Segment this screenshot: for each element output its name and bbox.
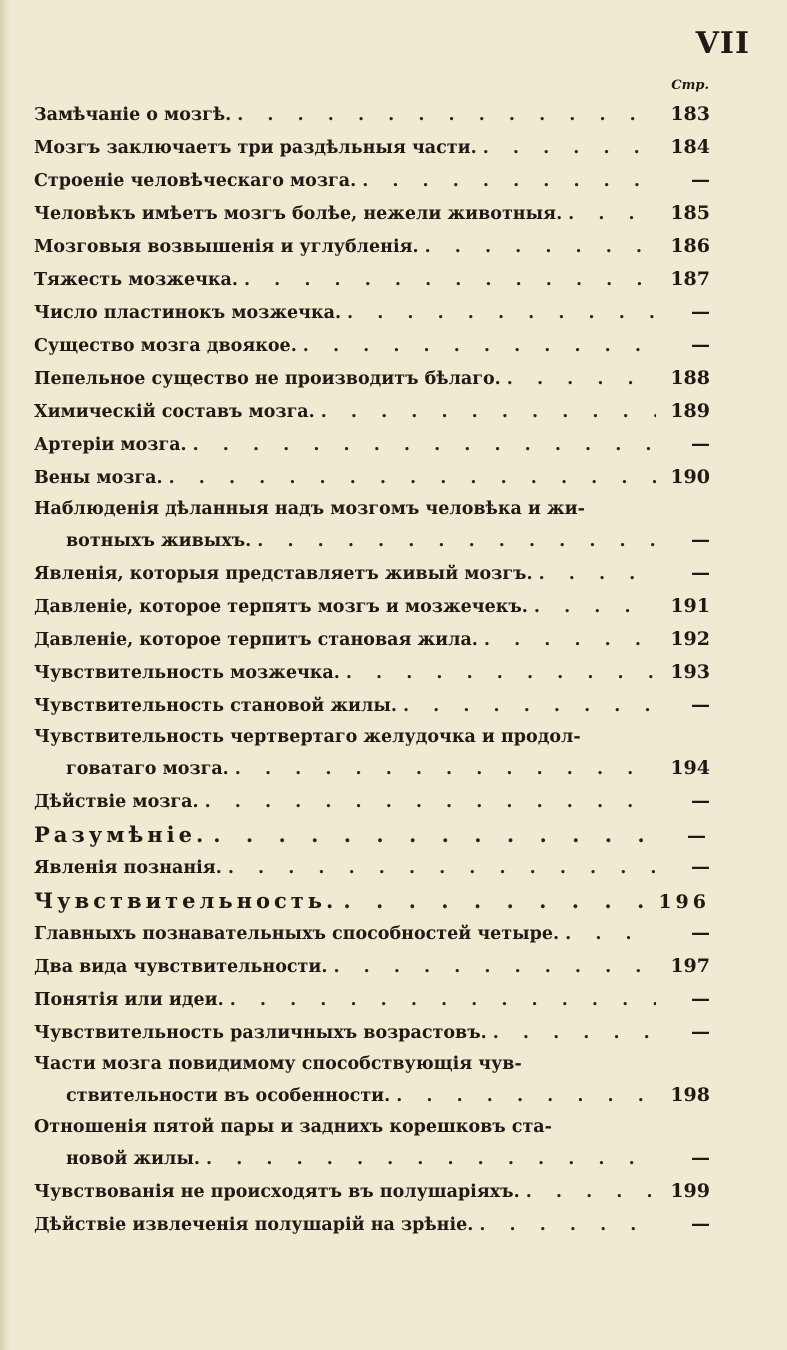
- toc-entry: [34, 1016, 710, 1049]
- toc-entry-page: —: [691, 562, 710, 584]
- toc-entry-page: —: [691, 694, 710, 716]
- toc-entry: [34, 98, 710, 131]
- toc-entry-title: Мозгъ заключаетъ три раздѣльныя части.: [34, 138, 477, 158]
- toc-entry: [34, 1175, 710, 1208]
- toc-entry: [34, 1208, 710, 1241]
- toc-entry: [34, 230, 710, 263]
- toc-entry-page: 189: [670, 400, 710, 422]
- toc-entry-title: Чувствительность становой жилы.: [34, 696, 397, 716]
- dot-leader: [333, 951, 656, 984]
- toc-entry-page: 191: [670, 595, 710, 617]
- toc-entry-page: 193: [670, 661, 710, 683]
- dot-leader: [347, 297, 656, 330]
- toc-entry-title: Чувствительность.: [34, 888, 338, 913]
- dot-leader: [565, 918, 656, 951]
- toc-entry-continuation: [34, 752, 710, 785]
- dot-leader: [321, 396, 656, 429]
- toc-entry: [34, 1112, 710, 1142]
- toc-entry: [34, 428, 710, 461]
- dot-leader: [343, 884, 652, 917]
- toc-section-heading: [34, 884, 710, 917]
- toc-entry: [34, 623, 710, 656]
- toc-entry: [34, 131, 710, 164]
- toc-entry-title: Строеніе человѣческаго мозга.: [34, 171, 357, 191]
- toc-entry-title: Число пластинокъ мозжечка.: [34, 303, 342, 323]
- toc-entry: [34, 950, 710, 983]
- dot-leader: [484, 624, 656, 657]
- page-number: VII: [695, 26, 750, 61]
- toc-entry-continuation: [34, 1142, 710, 1175]
- dot-leader: [205, 786, 656, 819]
- toc-entry: [34, 689, 710, 722]
- toc-entry: [34, 296, 710, 329]
- dot-leader: [425, 231, 656, 264]
- toc-entry-title: Тяжесть мозжечка.: [34, 270, 238, 290]
- toc-entry-page: 185: [670, 202, 710, 224]
- toc-entry-title: Существо мозга двоякое.: [34, 336, 297, 356]
- toc-entry-continuation: [34, 524, 710, 557]
- toc-entry: [34, 557, 710, 590]
- dot-leader: [237, 99, 656, 132]
- toc-entry-title: Человѣкъ имѣетъ мозгъ болѣе, нежели животныя.: [34, 204, 563, 224]
- toc-entry-page: 188: [670, 367, 710, 389]
- dot-leader: [396, 1080, 656, 1113]
- toc-entry-title: ствительности въ особенности.: [66, 1086, 391, 1106]
- toc-entry-page: —: [691, 301, 710, 323]
- dot-leader: [526, 1176, 656, 1209]
- toc-entry-title: Химическій составъ мозга.: [34, 402, 315, 422]
- dot-leader: [230, 984, 656, 1017]
- toc-entry: [34, 590, 710, 623]
- toc-entry-title: Дѣйствіе мозга.: [34, 792, 199, 812]
- dot-leader: [507, 363, 656, 396]
- toc-entry-page: 183: [670, 103, 710, 125]
- toc-entry: [34, 329, 710, 362]
- toc-entry-title: новой жилы.: [66, 1149, 201, 1169]
- toc-entry-page: —: [691, 334, 710, 356]
- table-of-contents: [34, 98, 710, 1241]
- toc-entry-title: Два вида чувствительности.: [34, 957, 328, 977]
- dot-leader: [193, 429, 656, 462]
- dot-leader: [169, 462, 656, 495]
- toc-entry-continuation: [34, 1079, 710, 1112]
- toc-entry-page: —: [691, 790, 710, 812]
- toc-entry-title: Давленіе, которое терпитъ становая жила.: [34, 630, 478, 650]
- dot-leader: [483, 132, 656, 165]
- toc-entry-page: 186: [670, 235, 710, 257]
- toc-entry-page: 199: [670, 1180, 710, 1202]
- dot-leader: [206, 1143, 656, 1176]
- toc-entry-page: —: [691, 922, 710, 944]
- toc-entry-page: —: [691, 169, 710, 191]
- dot-leader: [568, 198, 656, 231]
- toc-entry-title: говатаго мозга.: [66, 759, 229, 779]
- toc-entry-title: Понятія или идеи.: [34, 990, 224, 1010]
- toc-entry-page: —: [691, 529, 710, 551]
- toc-entry-page: 190: [670, 466, 710, 488]
- toc-entry: [34, 917, 710, 950]
- toc-entry-page: 187: [670, 268, 710, 290]
- toc-entry-page: —: [691, 1021, 710, 1043]
- toc-entry-title: Разумѣніе.: [34, 822, 208, 847]
- toc-entry-title: Чувствительность различныхъ возрастовъ.: [34, 1023, 487, 1043]
- toc-entry-title: Мозговыя возвышенія и углубленія.: [34, 237, 419, 257]
- dot-leader: [257, 525, 656, 558]
- toc-entry-title: Давленіе, которое терпятъ мозгъ и мозжечекъ.: [34, 597, 528, 617]
- toc-entry-title: Дѣйствіе извлеченія полушарій на зрѣніе.: [34, 1215, 474, 1235]
- dot-leader: [539, 558, 656, 591]
- toc-entry: [34, 494, 710, 524]
- toc-entry: [34, 395, 710, 428]
- toc-entry: [34, 461, 710, 494]
- toc-entry: [34, 785, 710, 818]
- page-edge-shadow: [0, 0, 10, 1350]
- toc-entry: [34, 722, 710, 752]
- toc-entry: [34, 362, 710, 395]
- toc-entry-page: —: [691, 988, 710, 1010]
- dot-leader: [303, 330, 656, 363]
- toc-entry: [34, 164, 710, 197]
- dot-leader: [228, 852, 656, 885]
- dot-leader: [235, 753, 656, 786]
- toc-entry-title: Отношенія пятой пары и заднихъ корешковъ ста-: [34, 1117, 552, 1137]
- toc-entry: [34, 656, 710, 689]
- toc-entry-title: Главныхъ познавательныхъ способностей четыре.: [34, 924, 560, 944]
- toc-entry-page: —: [691, 1147, 710, 1169]
- dot-leader: [213, 818, 656, 851]
- toc-entry: [34, 263, 710, 296]
- dot-leader: [493, 1017, 656, 1050]
- toc-entry-page: 184: [670, 136, 710, 158]
- toc-entry-page: 197: [670, 955, 710, 977]
- toc-entry-page: 194: [670, 757, 710, 779]
- toc-entry: [34, 851, 710, 884]
- toc-entry: [34, 1049, 710, 1079]
- toc-entry: [34, 197, 710, 230]
- toc-entry-title: Вены мозга.: [34, 468, 163, 488]
- toc-entry-page: 198: [670, 1084, 710, 1106]
- toc-entry-title: Наблюденія дѣланныя надъ мозгомъ человѣка и жи-: [34, 499, 585, 519]
- toc-entry-title: Пепельное существо не производитъ бѣлаго.: [34, 369, 501, 389]
- dot-leader: [479, 1209, 656, 1242]
- toc-entry-title: Чувствительность чертвертаго желудочка и продол-: [34, 727, 581, 747]
- toc-entry-title: Чувствительность мозжечка.: [34, 663, 340, 683]
- dot-leader: [346, 657, 656, 690]
- toc-entry-title: Явленія познанія.: [34, 858, 222, 878]
- toc-entry-title: Артеріи мозга.: [34, 435, 187, 455]
- dot-leader: [362, 165, 656, 198]
- dot-leader: [403, 690, 656, 723]
- dot-leader: [534, 591, 656, 624]
- toc-entry: [34, 983, 710, 1016]
- page-column-label: Стр.: [671, 78, 709, 93]
- toc-entry-page: —: [687, 825, 710, 847]
- toc-entry-page: —: [691, 433, 710, 455]
- toc-entry-title: Явленія, которыя представляетъ живый мозгъ.: [34, 564, 533, 584]
- toc-entry-title: Чувствованія не происходятъ въ полушаріяхъ.: [34, 1182, 520, 1202]
- toc-entry-title: вотныхъ живыхъ.: [66, 531, 252, 551]
- toc-entry-page: —: [691, 1213, 710, 1235]
- toc-entry-page: 196: [658, 891, 710, 913]
- toc-section-heading: [34, 818, 710, 851]
- dot-leader: [244, 264, 656, 297]
- toc-entry-title: Замѣчаніе о мозгѣ.: [34, 105, 232, 125]
- toc-entry-title: Части мозга повидимому способствующія чув-: [34, 1054, 522, 1074]
- toc-entry-page: 192: [670, 628, 710, 650]
- toc-entry-page: —: [691, 856, 710, 878]
